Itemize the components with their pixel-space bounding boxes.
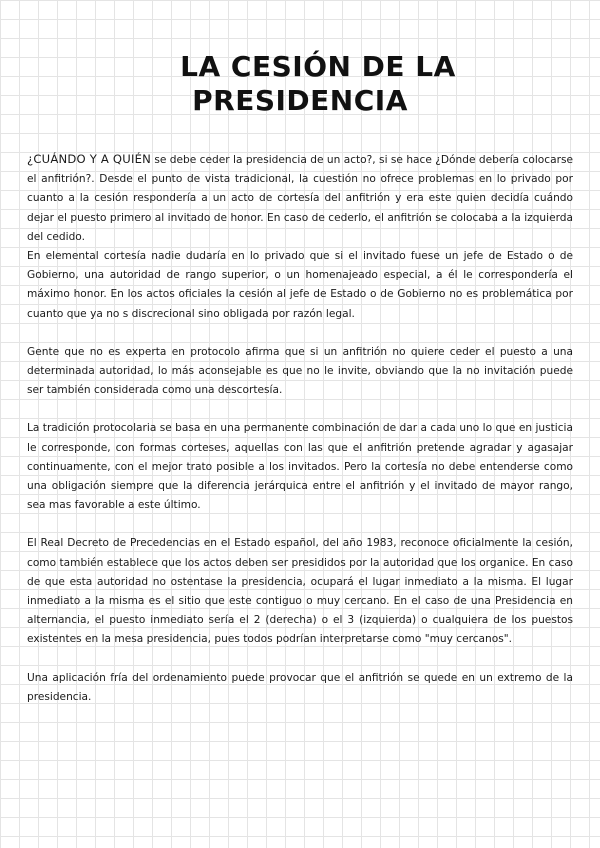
paragraph-5: El Real Decreto de Precedencias en el Estado español, del año 1983, reconoce oficialmente la cesión, como también establece que los actos deben ser presididos por la autoridad que los organice. En caso de que esta autoridad no ostentase la presidencia, ocupará el lugar inmediato a la misma. El lugar inmediato a la misma es el sitio que este contiguo o muy cercano. En el caso de una Presidencia en alternancia, el puesto inmediato sería el 2 (derecha) o el 3 (izquierda) o cualquiera de los puestos existentes en la mesa presidencia, pues todos podrían interpretarse como "muy cercanos". [27, 537, 573, 646]
paragraph-6: Una aplicación fría del ordenamiento puede provocar que el anfitrión se quede en un extremo de la presidencia. [27, 671, 573, 703]
paragraph-1-text: se debe ceder la presidencia de un acto?, si se hace ¿Dónde debería colocarse el anfitrión?. Desde el punto de vista tradicional, la cuestión no ofrece problemas en lo privado por cuanto a la cesión respondería a un acto de cortesía del anfitrión y era este quien decidía cuándo dejar el puesto primero al invitado de honor. En caso de cederlo, el anfitrión se colocaba a la izquierda del cedido. [27, 154, 573, 243]
paragraph-1 [27, 150, 573, 247]
page-title [0, 50, 600, 118]
article-body [27, 150, 573, 726]
title-line-1: LA CESIÓN DE LA [180, 50, 456, 83]
paragraph-3: Gente que no es experta en protocolo afirma que si un anfitrión no quiere ceder el puesto a una determinada autoridad, lo más aconsejable es que no le invite, obviando que la no invitación puede ser también considerada como una descortesía. [27, 345, 573, 397]
paragraph-4: La tradición protocolaria se basa en una permanente combinación de dar a cada uno lo que en justicia le corresponde, con formas corteses, aquellas con las que el anfitrión pretende agradar y agasajar continuamente, con el mejor trato posible a los invitados. Pero la cortesía no debe entenderse como una obligación siempre que la diferencia jerárquica entre el anfitrión y el invitado de mayor rango, sea mas favorable a este último. [27, 422, 573, 512]
paragraph-1-lead: ¿CUÁNDO Y A QUIÉN [27, 152, 151, 166]
title-line-2: PRESIDENCIA [192, 84, 408, 117]
paragraph-2: En elemental cortesía nadie dudaría en lo privado que si el invitado fuese un jefe de Estado o de Gobierno, una autoridad de rango superior, o un homenajeado especial, a él le correspondería el máximo honor. En los actos oficiales la cesión al jefe de Estado o de Gobierno no es problemática por cuanto que ya no s discrecional sino obligada por razón legal. [27, 250, 573, 320]
